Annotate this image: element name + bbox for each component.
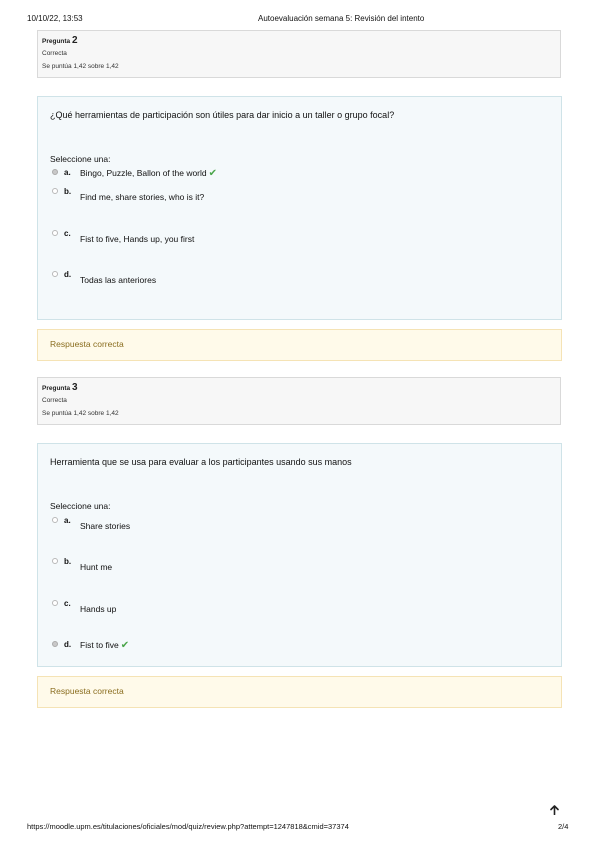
radio-button-checked[interactable] — [52, 641, 58, 647]
question-grade: Se puntúa 1,42 sobre 1,42 — [42, 63, 119, 70]
feedback-text: Respuesta correcta — [50, 339, 124, 349]
question-number — [42, 36, 556, 46]
answer-label: Fist to five — [80, 640, 119, 650]
question-info-3 — [37, 377, 561, 425]
page-number: 2/4 — [558, 822, 569, 831]
radio-button[interactable] — [52, 600, 58, 606]
print-datetime: 10/10/22, 13:53 — [27, 14, 83, 23]
question-text: Herramienta que se usa para evaluar a los participantes usando sus manos — [50, 457, 352, 467]
answer-letter: a. — [64, 516, 71, 525]
question-state: Correcta — [42, 50, 67, 57]
answer-text: Todas las anteriores — [80, 275, 157, 285]
question-label: Pregunta — [42, 38, 71, 45]
answer-letter: b. — [64, 187, 72, 196]
answer-text — [80, 168, 217, 179]
answer-text — [80, 640, 129, 651]
question-grade: Se puntúa 1,42 sobre 1,42 — [42, 410, 119, 417]
question-text: ¿Qué herramientas de participación son útiles para dar inicio a un taller o grupo focal? — [50, 110, 395, 120]
feedback-text: Respuesta correcta — [50, 686, 124, 696]
answer-letter: b. — [64, 557, 72, 566]
answer-letter: d. — [64, 640, 72, 649]
answer-letter: c. — [64, 599, 71, 608]
question-content-2 — [37, 96, 562, 320]
answer-letter: c. — [64, 229, 71, 238]
answer-prompt: Seleccione una: — [50, 501, 111, 511]
question-label: Pregunta — [42, 385, 71, 392]
answer-text: Find me, share stories, who is it? — [80, 192, 205, 202]
radio-button[interactable] — [52, 230, 58, 236]
question-number-value: 2 — [71, 35, 78, 46]
print-title: Autoevaluación semana 5: Revisión del intento — [258, 14, 425, 23]
feedback-box — [37, 329, 562, 361]
answer-letter: d. — [64, 270, 72, 279]
back-to-top-button[interactable] — [543, 800, 565, 820]
radio-button-checked[interactable] — [52, 169, 58, 175]
radio-button[interactable] — [52, 558, 58, 564]
page-url: https://moodle.upm.es/titulaciones/oficiales/mod/quiz/review.php?attempt=1247818&cmid=37374 — [27, 822, 349, 831]
question-number-value: 3 — [71, 382, 78, 393]
question-number — [42, 383, 556, 393]
answer-label: Bingo, Puzzle, Ballon of the world — [80, 168, 207, 178]
question-state: Correcta — [42, 397, 67, 404]
radio-button[interactable] — [52, 517, 58, 523]
radio-button[interactable] — [52, 188, 58, 194]
arrow-up-icon — [550, 805, 559, 815]
answer-text: Hunt me — [80, 562, 113, 572]
check-icon: ✔ — [208, 168, 218, 179]
answer-letter: a. — [64, 168, 71, 177]
radio-button[interactable] — [52, 271, 58, 277]
question-info-2 — [37, 30, 561, 78]
answer-text: Fist to five, Hands up, you first — [80, 234, 195, 244]
question-content-3 — [37, 443, 562, 667]
answer-text: Hands up — [80, 604, 117, 614]
answer-prompt: Seleccione una: — [50, 154, 111, 164]
check-icon: ✔ — [120, 640, 130, 651]
answer-text: Share stories — [80, 521, 131, 531]
feedback-box — [37, 676, 562, 708]
